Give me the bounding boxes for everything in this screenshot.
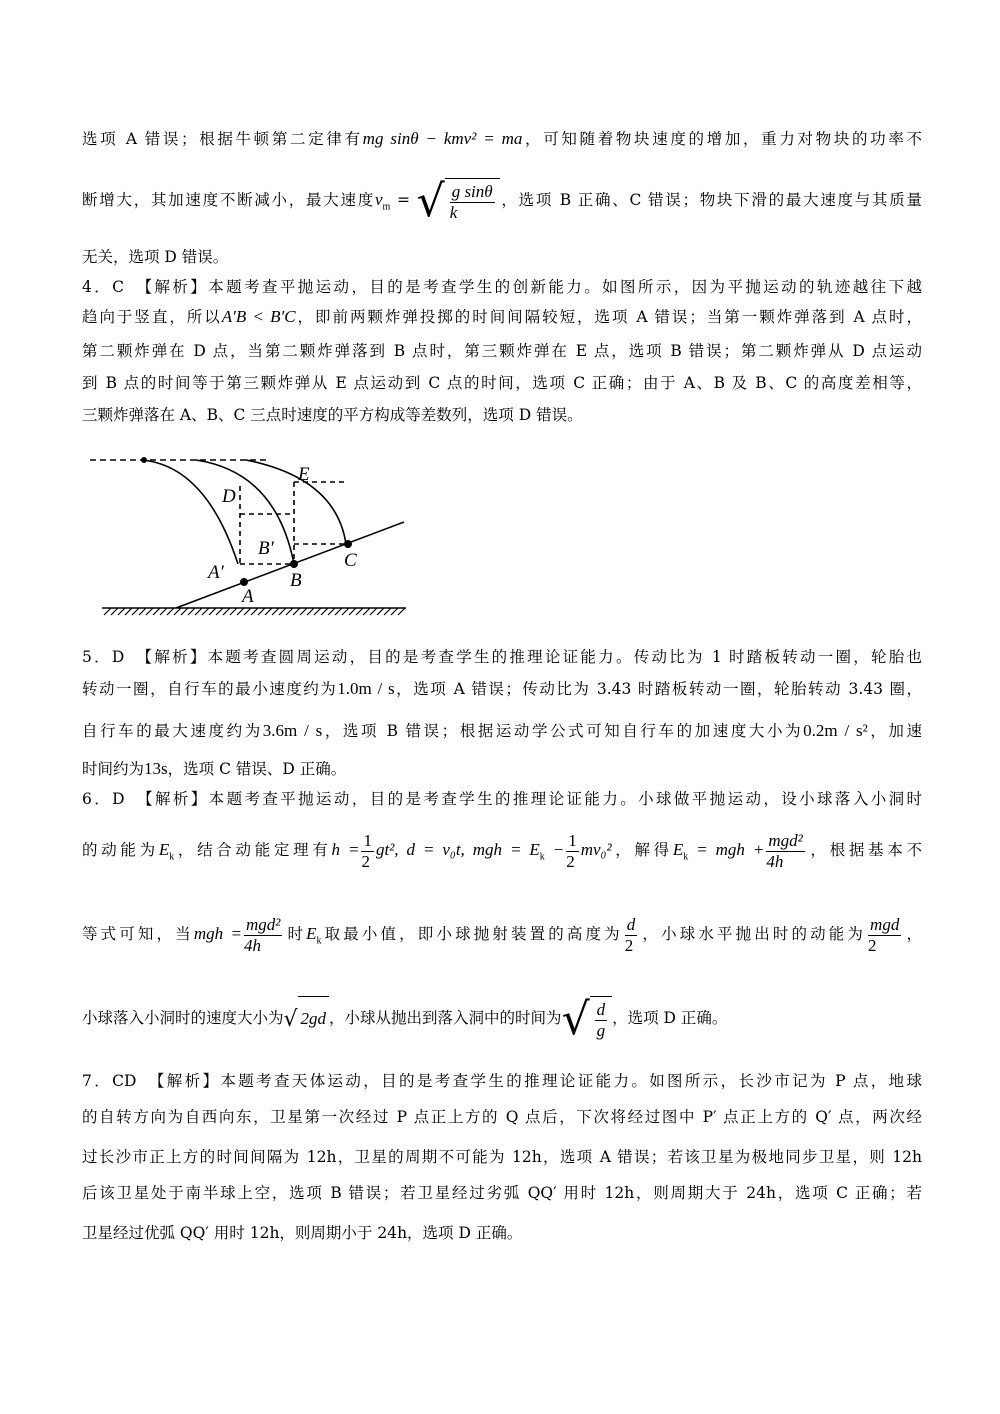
half-den-2: 2 [566,851,575,871]
hatch-stroke [328,608,335,615]
ek-symbol-3 [306,924,322,947]
hatch-stroke [153,608,160,615]
fourh-den-2: 4h [243,935,261,955]
q6-text: ，小球从抛出到落入洞中的时间为 [329,1009,562,1027]
ek-symbol [158,840,175,863]
d-num: d [626,914,636,934]
time-den: g [596,1020,606,1040]
trajectory-3 [246,460,346,544]
hatch-stroke [230,608,237,615]
q6-text: 的动能为 [82,841,159,859]
hatch-stroke [293,608,300,615]
hatch-stroke [104,608,111,615]
speed-sqrt: √ 2gd [284,996,330,1042]
q6-text: 小球落入小洞时的速度大小为 [82,1009,284,1027]
hatch-stroke [356,608,363,615]
hatch-stroke [391,608,398,615]
hatch-stroke [111,608,118,615]
ek-subscript: k [169,851,175,863]
q7-line-5: 卫星经过优弧 QQ′ 用时 12h，则周期小于 24h，选项 D 正确。 [82,1224,523,1242]
q7-line-3: 过长沙市正上方的时间间隔为 12h，卫星的周期不可能为 12h，选项 A 错误；若该卫星为极地同步卫星，则 12h [82,1148,922,1166]
vm-subscript: m [382,201,391,213]
hatch-stroke [174,608,181,615]
q7-line-1: 7．CD 【解析】本题考查天体运动，目的是考查学生的推理论证能力。如图所示，长沙市记为 P 点，地球 [82,1072,922,1090]
hatch-stroke [342,608,349,615]
hatch-stroke [286,608,293,615]
hatch-stroke [335,608,342,615]
hatch-stroke [209,608,216,615]
mv0-squared: mv₀² [580,840,612,859]
hatch-stroke [167,608,174,615]
q4-line-3: 第二颗炸弹在 D 点，当第二颗炸弹落到 B 点时，第三颗炸弹在 E 点，选项 B 错误；第二颗炸弹从 D 点运动 [82,342,922,360]
hatch-stroke [349,608,356,615]
q3-text: ，可知随着物块速度的增加，重力对物块的功率不 [522,130,922,148]
ek-subscript-2: k [539,851,545,863]
mgd2-num: mgd² [768,830,803,850]
q7-line-4: 后该卫星处于南半球上空，选项 B 错误；若卫星经过劣弧 QQ′ 用时 12h，则周期大于 24h，选项 C 正确；若 [82,1184,922,1202]
q4-text: ，即前两颗炸弹投掷的时间间隔较短，选项 A 错误；当第一颗炸弹落到 A 点时， [295,308,922,326]
ek-equation: = mgh + [696,840,765,859]
hatch-stroke [132,608,139,615]
q6-text: 取最小值，即小球抛射装置的高度为 [321,925,623,943]
q4-line-4: 到 B 点的时间等于第三颗炸弹从 E 点运动到 C 点的时间，选项 C 正确；由于 A、B 及 B、C 的高度差相等， [82,374,922,392]
q5-text: 转动一圈，自行车的最小速度约为 [82,680,338,698]
projectile-diagram [86,452,410,624]
q3-newton-equation: mg sinθ − kmv² = ma [362,129,523,148]
hatch-stroke [377,608,384,615]
q3-line-3: 无关，选项 D 错误。 [82,248,229,266]
vm-letter: v [374,190,383,209]
hatch-stroke [265,608,272,615]
hatch-stroke [370,608,377,615]
point-C [344,540,352,548]
two-den-2: 2 [868,935,877,955]
vmax-sqrt: √ $\frac{\text{g sinθ}}{k}$ [417,178,500,224]
q4-inequality: A′B < B′C [221,307,296,326]
hatch-stroke [321,608,328,615]
q3-text: 断增大，其加速度不断减小，最大速度 [82,191,375,209]
time-sqrt: √ $\frac{d}{g}$ [562,996,613,1042]
ek-letter-3: E [306,924,317,943]
hatch-stroke [160,608,167,615]
q6-line-3 [82,912,922,956]
q6-text: 时 [284,925,307,943]
q4-text: 趋向于竖直，所以 [82,308,222,326]
q3-line-1 [82,128,922,150]
ek-letter: E [158,840,170,859]
hatch-stroke [202,608,209,615]
q5-text: ，加速 [867,722,922,740]
q6-text: ，选项 D 正确。 [612,1009,728,1027]
q6-line-2 [82,828,922,872]
q4-line-2 [82,306,922,328]
label-D: D [222,486,236,507]
hatch-stroke [237,608,244,615]
hatch-stroke [181,608,188,615]
q3-text: ，选项 B 正确、C 错误；物块下滑的最大速度与其质量 [499,191,922,209]
hatch-stroke [251,608,258,615]
label-A: A [242,586,254,607]
acceleration-value: 0.2m / s² [803,721,868,740]
half-den: 2 [361,851,370,871]
hatch-stroke [223,608,230,615]
ek-letter-2: E [672,840,684,859]
hatch-stroke [118,608,125,615]
hatch-stroke [258,608,265,615]
label-B: B [290,570,302,591]
point-A [240,578,248,586]
hatch-stroke [314,608,321,615]
trajectory-2 [196,460,294,564]
q7-line-2: 的自转方向为自西向东，卫星第一次经过 P 点正上方的 Q 点后，下次将经过图中 P′ 点正上方的 Q′ 点，两次经 [82,1108,922,1126]
ground-hatching [104,608,405,615]
q5-text: ，选项 B 错误；根据运动学公式可知自行车的加速度大小为 [322,722,804,740]
hatch-stroke [384,608,391,615]
sqrt-2gd: 2gd [298,996,330,1041]
q5-text: ，选项 C 错误、D 正确。 [167,760,347,778]
q4-line-1: 4．C 【解析】本题考查平抛运动，目的是考查学生的创新能力。如图所示，因为平抛运动的轨迹越往下越 [82,278,922,296]
hatch-stroke [216,608,223,615]
q6-text: ，结合动能定理有 [174,841,332,859]
q5-line-2 [82,678,922,700]
kinematics-equation [375,840,565,863]
mgd2-num-2: mgd² [245,914,281,934]
h-equals: h = [331,840,360,859]
hatch-stroke [272,608,279,615]
hatch-stroke [195,608,202,615]
trajectory-1 [142,460,238,564]
max-speed-value: 3.6m / s [262,721,323,740]
q6-text: ，小球水平抛出时的动能为 [639,925,867,943]
vmax-symbol [374,190,391,213]
hatch-stroke [244,608,251,615]
hatch-stroke [146,608,153,615]
q6-text: ，解得 [611,841,673,859]
ek-symbol-2 [672,840,765,863]
acceleration-time-value: 13s [144,759,168,778]
q6-text: ，根据基本不 [806,841,922,859]
label-E: E [298,464,310,485]
q5-text: 自行车的最大速度约为 [82,722,263,740]
mgh-equals: mgh = [193,924,242,943]
half-num: 1 [363,830,372,850]
time-num: d [596,999,606,1019]
label-A-prime: A′ [208,562,224,583]
hatch-stroke [139,608,146,615]
hatch-stroke [188,608,195,615]
q5-text: ，选项 A 错误；传动比为 3.43 时踏板转动一圈，轮胎转动 3.43 圈， [394,680,923,698]
q5-line-4 [82,758,922,780]
fourh-den: 4h [766,851,784,871]
two-den: 2 [624,935,634,955]
q3-line-2: 断增大，其加速度不断减小，最大速度$v_m$ = √ $\frac{\text{g sinθ}}{k}$ ，选项 B 正确、C 错误；物块下滑的最大速度与其质量 [82,176,922,227]
hatch-stroke [300,608,307,615]
q4-line-5: 三颗炸弹落在 A、B、C 三点时速度的平方构成等差数列，选项 D 错误。 [82,406,583,424]
kinematics-text: gt², d = v₀t, mgh = E [375,840,540,859]
q6-line-1: 6．D 【解析】本题考查平抛运动，目的是考查学生的推理论证能力。小球做平抛运动，设小球落入小洞时 [82,790,922,808]
minus-sign: − [552,840,565,859]
label-B-prime: B′ [258,538,274,559]
half-num-2: 1 [568,830,577,850]
hatch-stroke [279,608,286,615]
q6-line-4 [82,994,922,1045]
q5-line-3 [82,720,922,742]
q6-text: ， [903,925,922,943]
launch-point [141,457,147,463]
ek-subscript-4: k [316,935,322,947]
hatch-stroke [363,608,370,615]
mgd-num: mgd [870,914,900,934]
sqrt-denominator: k [449,202,458,222]
hatch-stroke [307,608,314,615]
q5-line-1: 5．D 【解析】本题考查圆周运动，目的是考查学生的推理论证能力。传动比为 1 时踏板转动一圈，轮胎也 [82,648,922,666]
q5-text: 时间约为 [82,760,145,778]
q3-text: 选项 A 错误；根据牛顿第二定律有 [82,130,363,148]
point-B [290,560,298,568]
q6-text: 等式可知，当 [82,925,194,943]
ek-subscript-3: k [683,851,689,863]
hatch-stroke [125,608,132,615]
sqrt-numerator: g sinθ [451,181,493,201]
label-C: C [344,550,357,571]
min-speed-value: 1.0m / s [337,679,395,698]
hatch-stroke [398,608,405,615]
